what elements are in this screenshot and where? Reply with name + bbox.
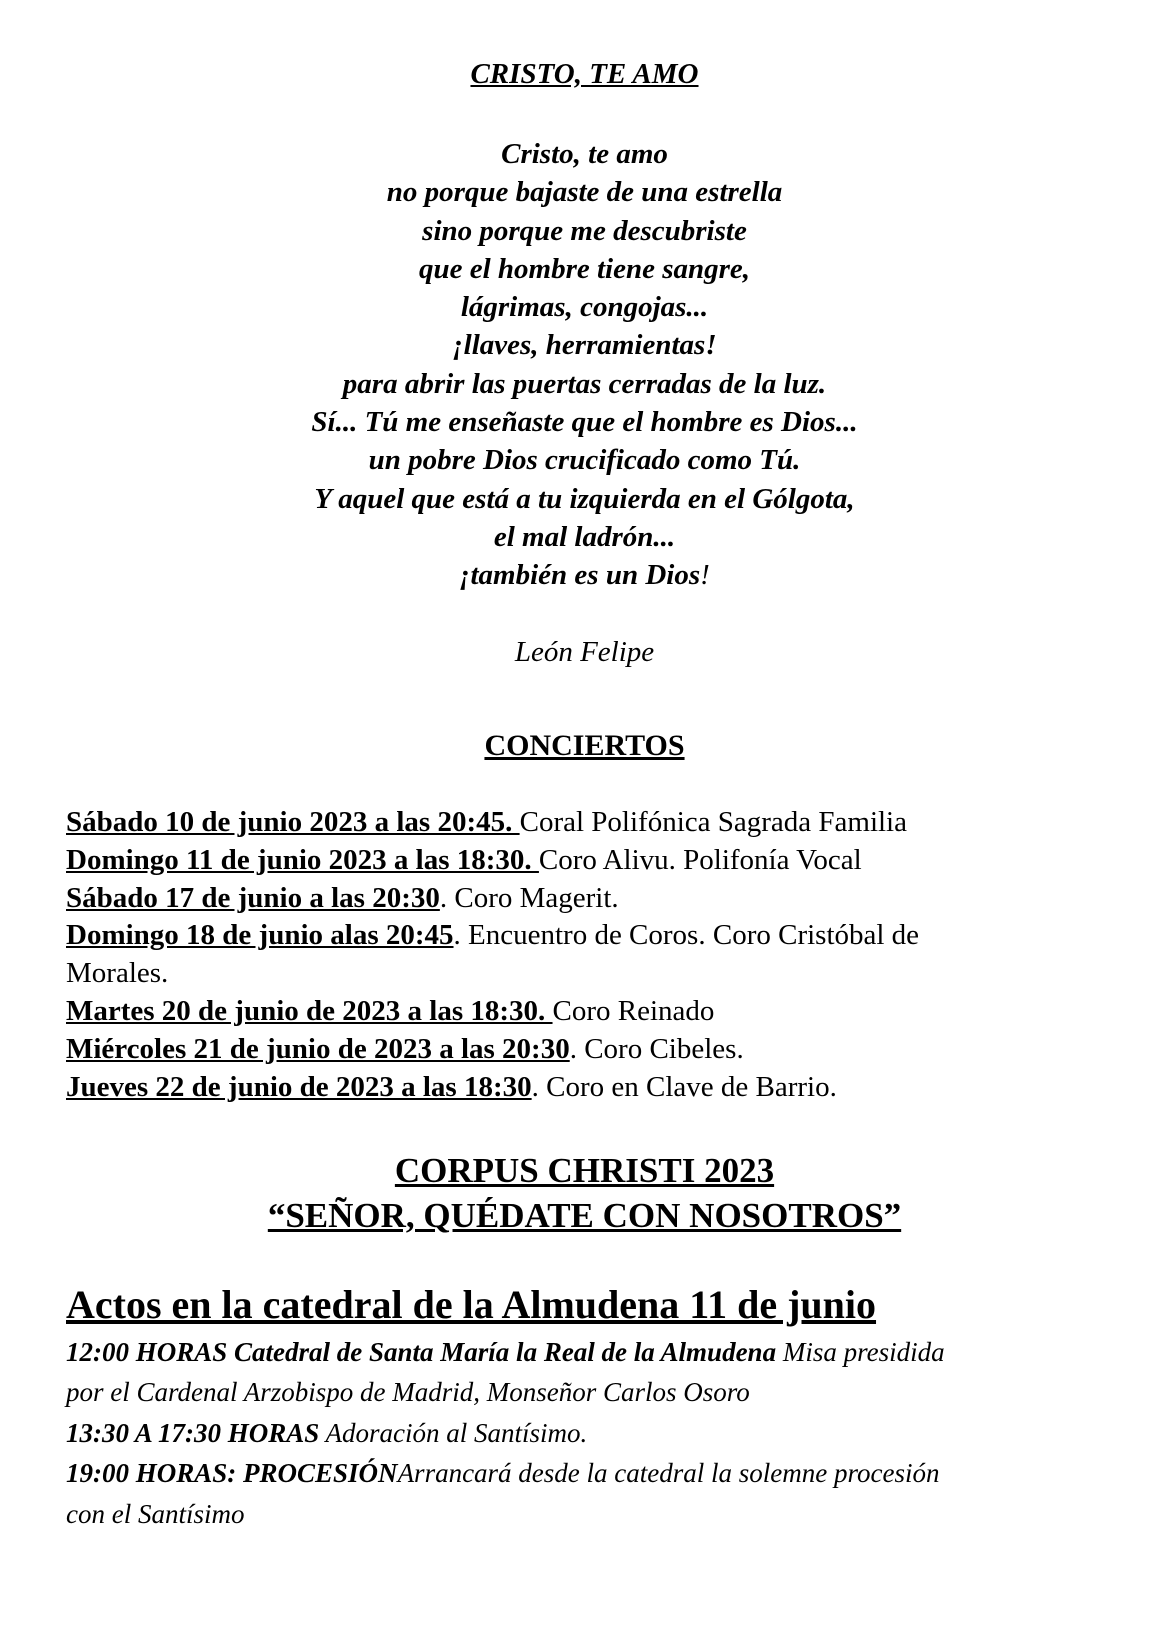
concert-description: . Encuentro de Coros. Coro Cristóbal de xyxy=(453,919,920,952)
acto-item xyxy=(66,1413,1116,1453)
concert-description: Coral Polifónica Sagrada Familia xyxy=(519,806,907,838)
concerts-list xyxy=(66,804,1106,1106)
concert-item xyxy=(66,1031,1106,1069)
acto-description: por el Cardenal Arzobispo de Madrid, Monseñor Carlos Osoro xyxy=(66,1377,750,1408)
concert-description: . Coro en Clave de Barrio. xyxy=(531,1070,837,1103)
concert-item xyxy=(66,1069,1106,1107)
concert-date: Domingo 11 de junio 2023 a las 18:30. xyxy=(66,843,539,876)
acto-item-continuation xyxy=(66,1494,1116,1534)
concert-item xyxy=(66,993,1106,1031)
poem-title: CRISTO, TE AMO xyxy=(470,58,699,90)
concert-date: Jueves 22 de junio de 2023 a las 18:30 xyxy=(66,1070,532,1103)
acto-description: con el Santísimo xyxy=(66,1498,245,1529)
poem-last-line xyxy=(0,556,1169,594)
acto-item xyxy=(66,1453,1116,1493)
corpus-title: CORPUS CHRISTI 2023 xyxy=(394,1151,775,1190)
acto-time: 12:00 HORAS Catedral de Santa María la Real de la Almudena xyxy=(66,1337,777,1367)
poem-line: sino porque me descubriste xyxy=(422,214,747,247)
acto-description: Adoración al Santísimo. xyxy=(319,1417,588,1448)
concert-date: Sábado 17 de junio a las 20:30 xyxy=(66,881,440,914)
actos-list xyxy=(66,1332,1116,1534)
concert-item xyxy=(66,842,1106,880)
poem-line: Cristo, te amo xyxy=(501,138,668,170)
poem-line: ¡llaves, herramientas! xyxy=(452,329,717,362)
concert-item xyxy=(66,917,1106,955)
acto-time: 13:30 A 17:30 HORAS xyxy=(66,1417,320,1448)
concerts-title: CONCIERTOS xyxy=(484,729,685,762)
concert-date: Sábado 10 de junio 2023 a las 20:45. xyxy=(66,806,520,838)
poem-line: el mal ladrón... xyxy=(493,520,676,553)
poem-line: un pobre Dios crucificado como Tú. xyxy=(368,444,801,477)
concert-item xyxy=(66,804,1106,842)
poem-body xyxy=(0,135,1169,595)
concert-date: Martes 20 de junio de 2023 a las 18:30. xyxy=(66,994,553,1027)
concert-description: Morales. xyxy=(66,957,169,990)
concert-description: . Coro Magerit. xyxy=(439,881,619,914)
corpus-heading xyxy=(0,1148,1169,1238)
concert-item xyxy=(66,880,1106,918)
poem-author: León Felipe xyxy=(514,636,655,668)
corpus-motto: “SEÑOR, QUÉDATE CON NOSOTROS” xyxy=(267,1196,902,1235)
acto-description: Misa presidida xyxy=(776,1337,945,1367)
poem-line: Y aquel que está a tu izquierda en el Gólgota, xyxy=(314,482,855,515)
actos-title: Actos en la catedral de la Almudena 11 de junio xyxy=(66,1282,877,1327)
poem-last-line-mark: ! xyxy=(700,559,710,592)
concert-date: Domingo 18 de junio alas 20:45 xyxy=(66,919,454,952)
poem-line: Sí... Tú me enseñaste que el hombre es Dios... xyxy=(311,406,858,439)
poem-line: que el hombre tiene sangre, xyxy=(418,252,751,285)
poem-line: no porque bajaste de una estrella xyxy=(386,176,783,209)
acto-item xyxy=(66,1332,1116,1372)
acto-description: Arrancará desde la catedral la solemne procesión xyxy=(397,1458,940,1489)
acto-time: 19:00 HORAS: PROCESIÓN xyxy=(66,1458,398,1489)
concert-description: . Coro Cibeles. xyxy=(569,1032,744,1065)
poem-line: para abrir las puertas cerradas de la luz. xyxy=(342,367,827,400)
poem-last-line-text: ¡también es un Dios xyxy=(459,559,701,592)
concert-item-continuation xyxy=(66,955,1106,993)
concert-date: Miércoles 21 de junio de 2023 a las 20:30 xyxy=(66,1032,570,1065)
concert-description: Coro Alivu. Polifonía Vocal xyxy=(538,843,862,876)
acto-item-continuation xyxy=(66,1372,1116,1412)
poem-line: lágrimas, congojas... xyxy=(460,291,709,324)
concert-description: Coro Reinado xyxy=(552,994,715,1027)
